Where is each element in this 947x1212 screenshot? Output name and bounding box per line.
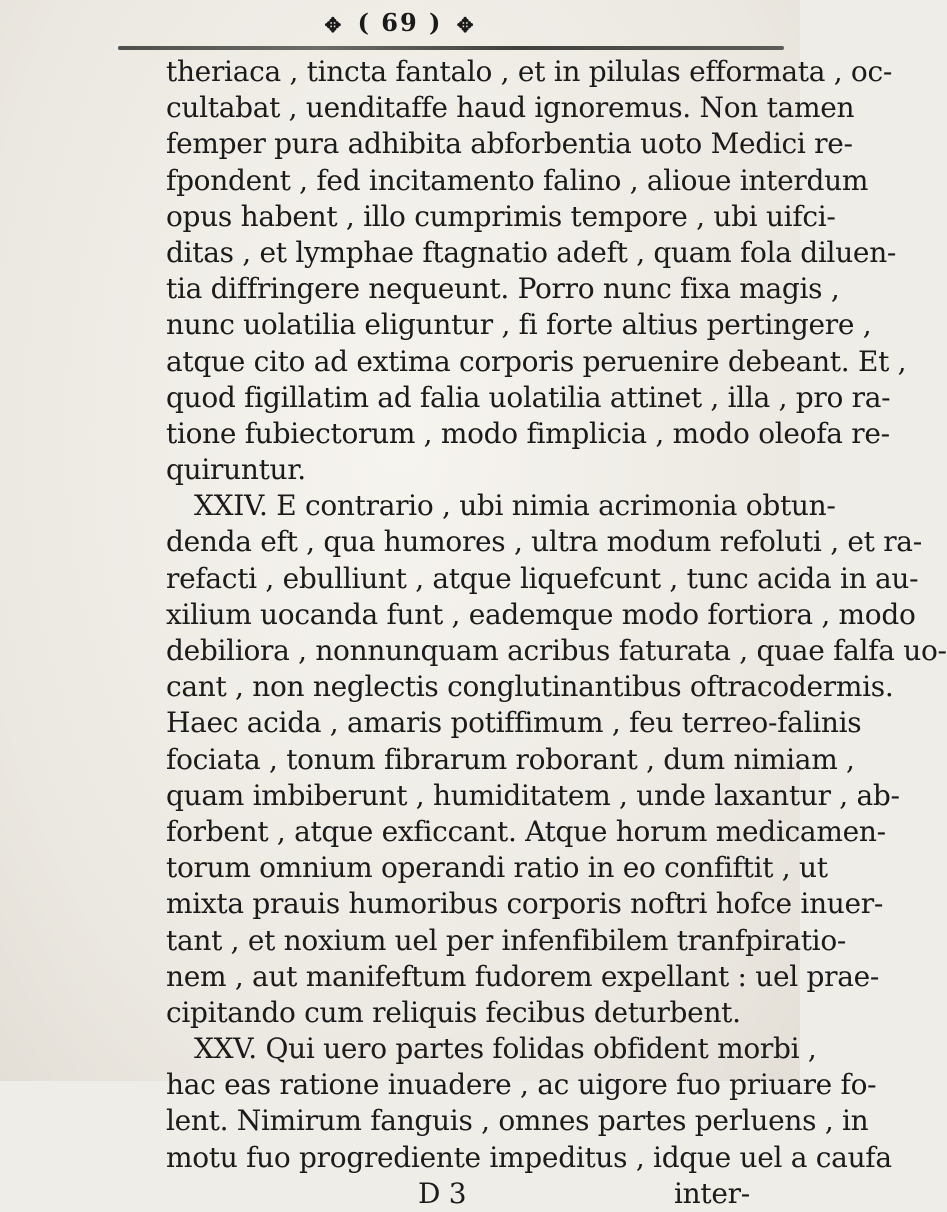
text-line: denda eft , qua humores , ultra modum refoluti , et ra- (166, 525, 922, 559)
text-line: femper pura adhibita abforbentia uoto Medici re- (166, 127, 853, 161)
section-heading-line: XXV. Qui uero partes folidas obfident morbi , (194, 1032, 817, 1066)
running-head (0, 4, 800, 52)
section-heading-line: XXIV. E contrario , ubi nimia acrimonia obtun- (194, 489, 836, 523)
text-line: tant , et noxium uel per infenfibilem tranfpiratio- (166, 923, 847, 957)
body-text (166, 54, 947, 1212)
footer-line (166, 1176, 782, 1212)
text-line: motu fuo progrediente impeditus , idque uel a caufa (166, 1140, 892, 1174)
text-line: quam imbiberunt , humiditatem , unde laxantur , ab- (166, 778, 900, 812)
folio-number: ( 69 ) (357, 8, 443, 37)
text-line: torum omnium operandi ratio in eo confiftit , ut (166, 851, 828, 885)
text-line: ditas , et lymphae ftagnatio adeft , quam fola diluen- (166, 235, 897, 269)
text-line: theriaca , tincta fantalo , et in pilulas efformata , oc- (166, 55, 893, 88)
fleuron-left-ornament: ✥ (324, 12, 344, 37)
text-line: fpondent , fed incitamento falino , alioue interdum (166, 163, 869, 197)
text-line: quiruntur. (166, 453, 306, 487)
text-line: cultabat , uenditaffe haud ignoremus. Non tamen (166, 91, 855, 125)
text-line: cant , non neglectis conglutinantibus oftracodermis. (166, 670, 894, 704)
text-line: Haec acida , amaris potiffimum , feu terreo-falinis (166, 706, 862, 740)
text-line: cipitando cum reliquis fecibus deturbent. (166, 995, 741, 1029)
text-line: tia diffringere nequeunt. Porro nunc fixa magis , (166, 272, 840, 306)
signature-mark: D 3 (418, 1176, 467, 1210)
text-line: fociata , tonum fibrarum roborant , dum nimiam , (166, 742, 855, 776)
catchword: inter- (674, 1176, 750, 1210)
page-number (0, 8, 800, 37)
header-rule (118, 46, 784, 50)
text-line: debiliora , nonnunquam acribus faturata , quae falfa uo- (166, 634, 947, 667)
text-line: tione fubiectorum , modo fimplicia , modo oleofa re- (166, 416, 890, 450)
fleuron-right-ornament: ✥ (456, 12, 476, 37)
text-line: refacti , ebulliunt , atque liquefcunt , tunc acida in au- (166, 561, 919, 595)
text-line: nunc uolatilia eliguntur , fi forte altius pertingere , (166, 308, 872, 342)
text-line: lent. Nimirum fanguis , omnes partes perluens , in (166, 1104, 869, 1138)
text-line: hac eas ratione inuadere , ac uigore fuo priuare fo- (166, 1068, 877, 1102)
text-line: opus habent , illo cumprimis tempore , ubi uifci- (166, 199, 836, 233)
text-line: quod figillatim ad falia uolatilia attinet , illa , pro ra- (166, 380, 891, 414)
text-line: xilium uocanda funt , eademque modo fortiora , modo (166, 597, 916, 631)
text-line: atque cito ad extima corporis peruenire debeant. Et , (166, 344, 907, 378)
text-line: mixta prauis humoribus corporis noftri hofce inuer- (166, 887, 884, 921)
text-line: nem , aut manifeftum fudorem expellant : uel prae- (166, 959, 880, 993)
text-line: forbent , atque exficcant. Atque horum medicamen- (166, 814, 886, 848)
